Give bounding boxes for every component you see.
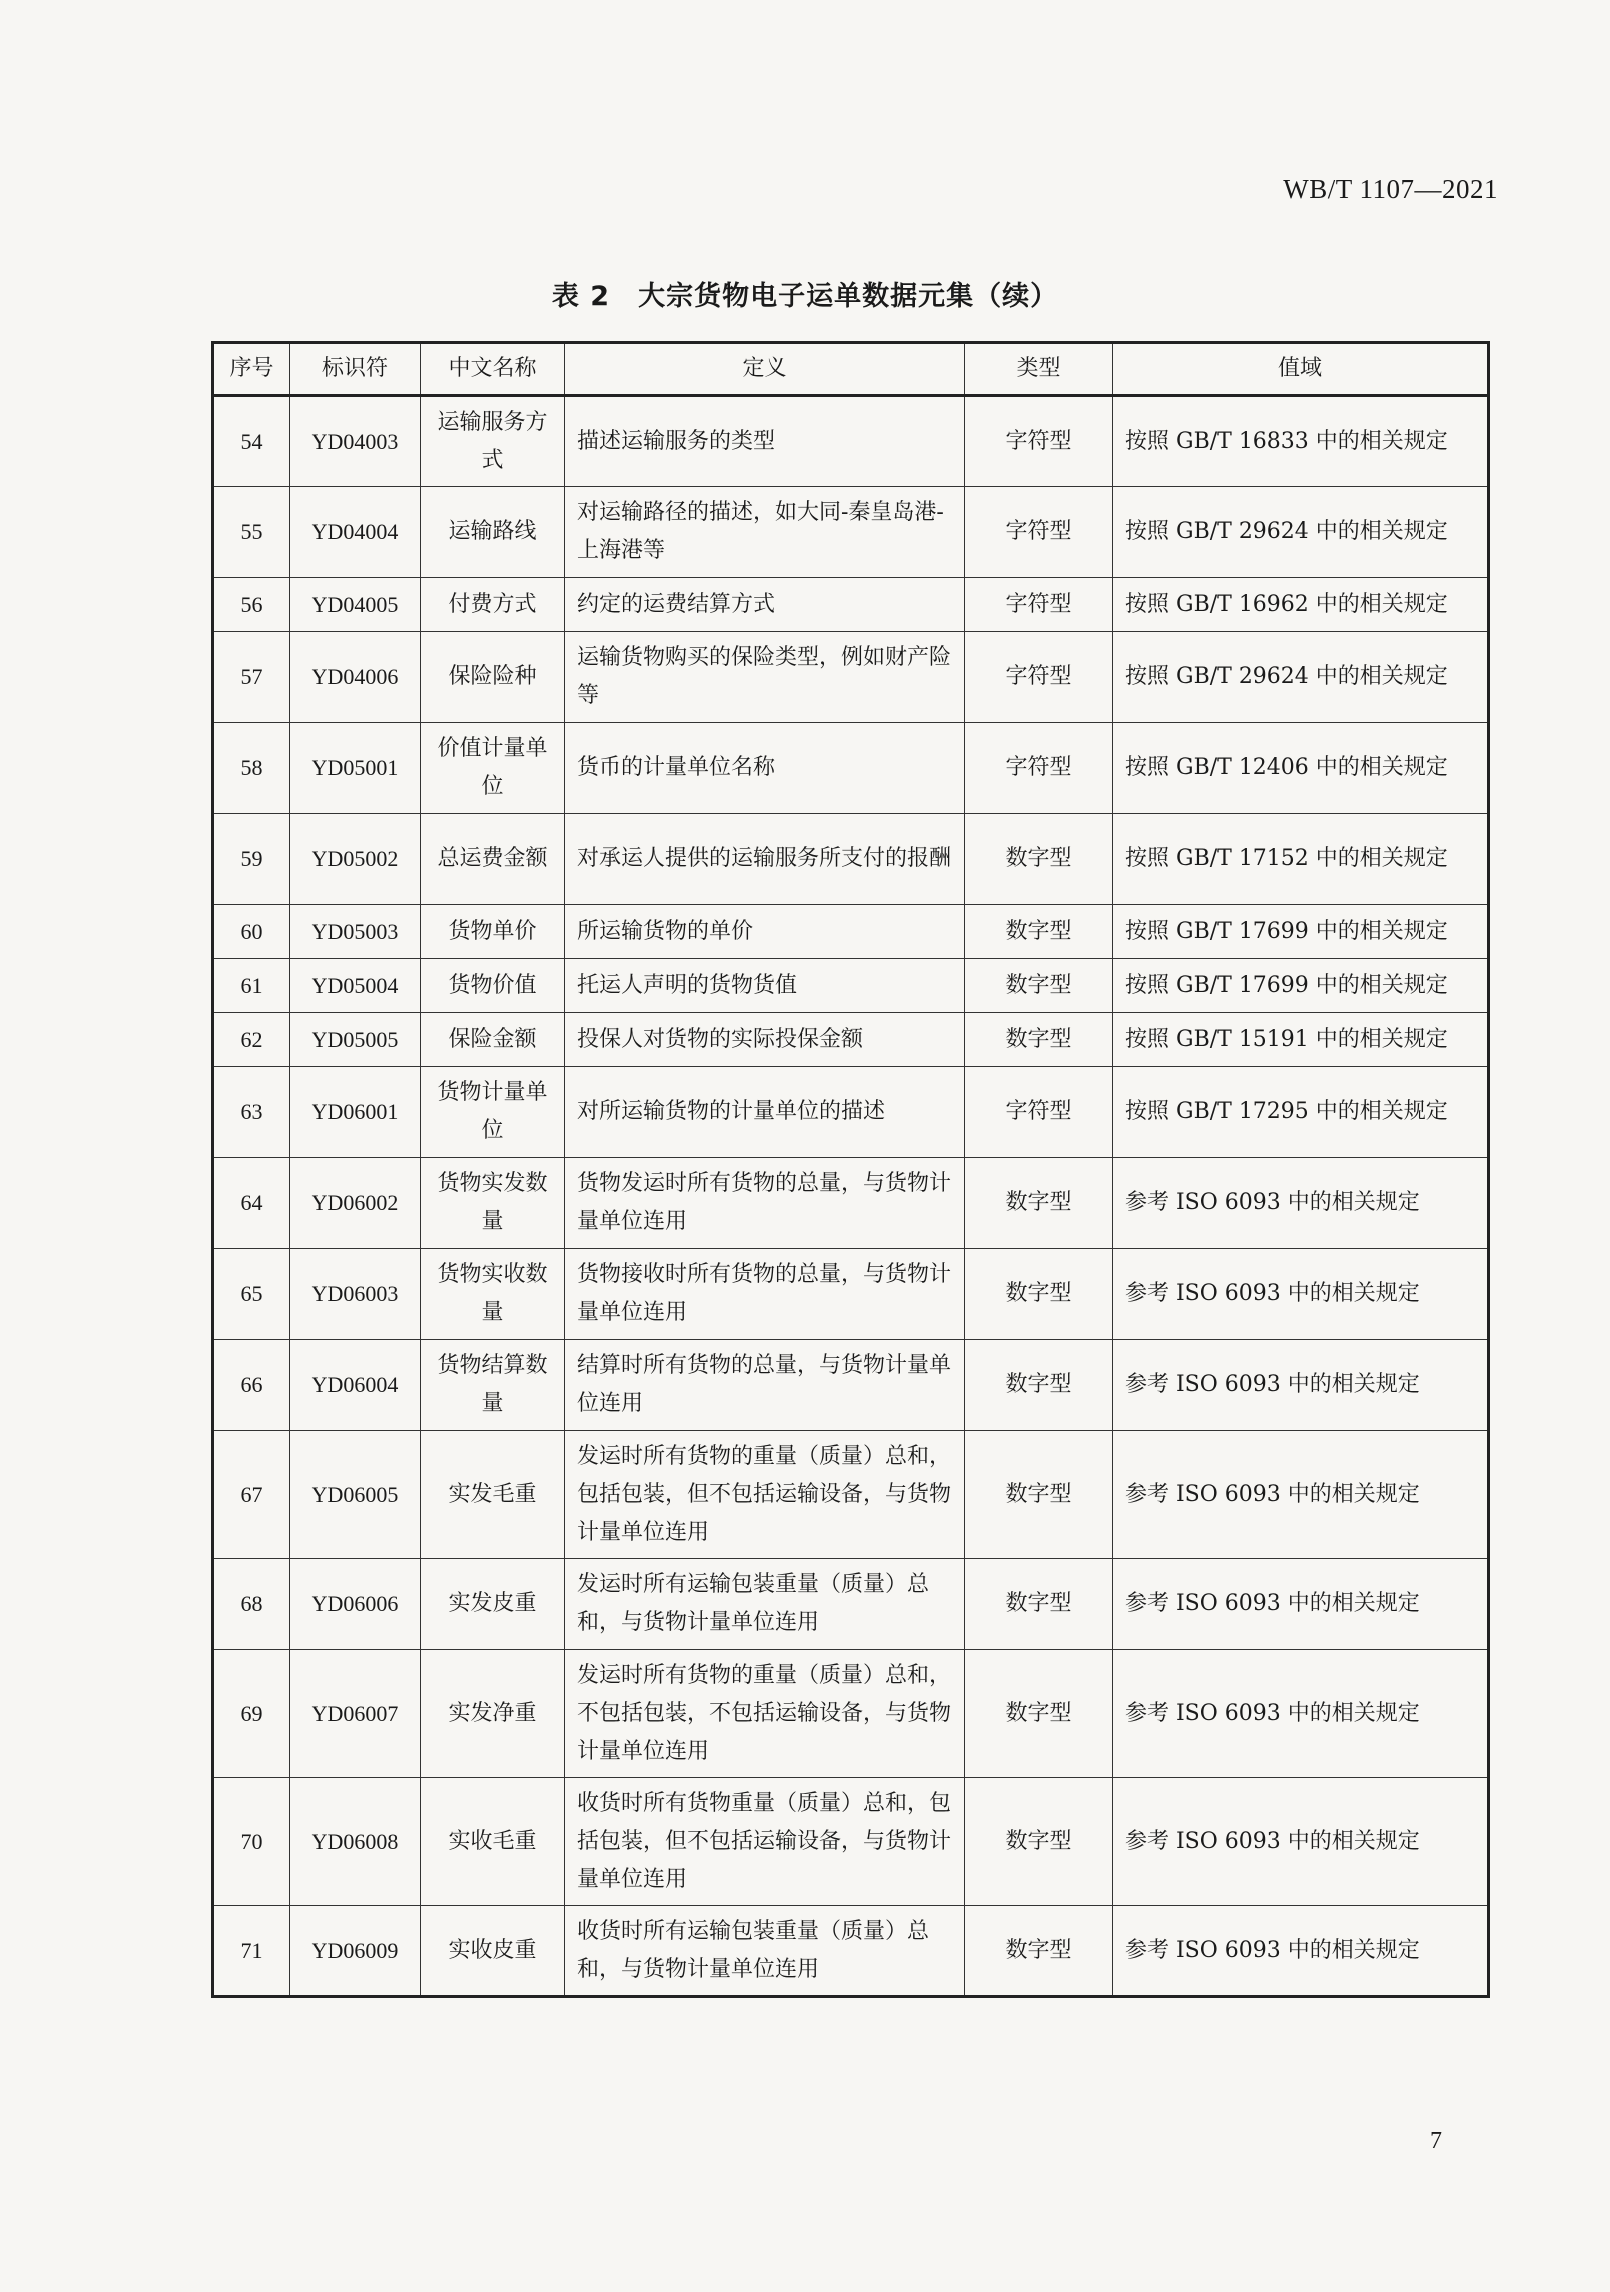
identifier-cell: YD06001 — [290, 1067, 421, 1158]
identifier-cell: YD05003 — [290, 905, 421, 959]
row-number: 70 — [213, 1778, 290, 1906]
table-row — [213, 723, 1489, 814]
type-cell: 数字型 — [965, 1906, 1113, 1997]
identifier-cell: YD05002 — [290, 814, 421, 905]
row-number: 63 — [213, 1067, 290, 1158]
row-number: 67 — [213, 1431, 290, 1559]
row-number: 66 — [213, 1340, 290, 1431]
chinese-name-cell: 实收皮重 — [421, 1906, 565, 1997]
chinese-name-cell: 运输服务方式 — [421, 396, 565, 487]
type-cell: 字符型 — [965, 723, 1113, 814]
type-cell: 字符型 — [965, 578, 1113, 632]
chinese-name-cell: 实发皮重 — [421, 1559, 565, 1650]
type-cell: 数字型 — [965, 1013, 1113, 1067]
definition-cell: 对承运人提供的运输服务所支付的报酬 — [565, 814, 965, 905]
table-row — [213, 814, 1489, 905]
chinese-name-cell: 实发毛重 — [421, 1431, 565, 1559]
table-title: 表 2 大宗货物电子运单数据元集（续） — [551, 281, 1059, 312]
chinese-name-cell: 货物实发数量 — [421, 1158, 565, 1249]
table-row — [213, 1431, 1489, 1559]
chinese-name-cell: 运输路线 — [421, 487, 565, 578]
type-cell: 数字型 — [965, 905, 1113, 959]
identifier-cell: YD04006 — [290, 632, 421, 723]
chinese-name-cell: 付费方式 — [421, 578, 565, 632]
row-number: 65 — [213, 1249, 290, 1340]
chinese-name-cell: 实收毛重 — [421, 1778, 565, 1906]
value-range-cell: 参考 ISO 6093 中的相关规定 — [1113, 1559, 1489, 1650]
type-cell: 数字型 — [965, 814, 1113, 905]
definition-cell: 发运时所有货物的重量（质量）总和，包括包装，但不包括运输设备，与货物计量单位连用 — [565, 1431, 965, 1559]
type-cell: 字符型 — [965, 396, 1113, 487]
table-header-row — [213, 343, 1489, 396]
value-range-cell: 按照 GB/T 17699 中的相关规定 — [1113, 959, 1489, 1013]
type-cell: 数字型 — [965, 1340, 1113, 1431]
value-range-cell: 参考 ISO 6093 中的相关规定 — [1113, 1906, 1489, 1997]
table-body — [213, 396, 1489, 1997]
definition-cell: 发运时所有货物的重量（质量）总和，不包括包装，不包括运输设备，与货物计量单位连用 — [565, 1650, 965, 1778]
definition-cell: 收货时所有货物重量（质量）总和，包括包装，但不包括运输设备，与货物计量单位连用 — [565, 1778, 965, 1906]
row-number: 58 — [213, 723, 290, 814]
row-number: 60 — [213, 905, 290, 959]
table-row — [213, 1249, 1489, 1340]
value-range-cell: 按照 GB/T 29624 中的相关规定 — [1113, 487, 1489, 578]
identifier-cell: YD06005 — [290, 1431, 421, 1559]
identifier-cell: YD05004 — [290, 959, 421, 1013]
row-number: 54 — [213, 396, 290, 487]
identifier-cell: YD06003 — [290, 1249, 421, 1340]
value-range-cell: 参考 ISO 6093 中的相关规定 — [1113, 1778, 1489, 1906]
row-number: 69 — [213, 1650, 290, 1778]
chinese-name-cell: 保险险种 — [421, 632, 565, 723]
table-row — [213, 578, 1489, 632]
value-range-cell: 按照 GB/T 17152 中的相关规定 — [1113, 814, 1489, 905]
chinese-name-cell: 保险金额 — [421, 1013, 565, 1067]
table-row — [213, 1013, 1489, 1067]
row-number: 71 — [213, 1906, 290, 1997]
value-range-cell: 参考 ISO 6093 中的相关规定 — [1113, 1431, 1489, 1559]
column-header-no: 序号 — [213, 343, 290, 396]
definition-cell: 运输货物购买的保险类型，例如财产险等 — [565, 632, 965, 723]
type-cell: 数字型 — [965, 1249, 1113, 1340]
value-range-cell: 按照 GB/T 16962 中的相关规定 — [1113, 578, 1489, 632]
identifier-cell: YD06006 — [290, 1559, 421, 1650]
standard-code: WB/T 1107—2021 — [1283, 174, 1498, 204]
column-header-definition: 定义 — [565, 343, 965, 396]
identifier-cell: YD04005 — [290, 578, 421, 632]
value-range-cell: 参考 ISO 6093 中的相关规定 — [1113, 1650, 1489, 1778]
value-range-cell: 按照 GB/T 17295 中的相关规定 — [1113, 1067, 1489, 1158]
table-row — [213, 1340, 1489, 1431]
row-number: 64 — [213, 1158, 290, 1249]
type-cell: 数字型 — [965, 959, 1113, 1013]
row-number: 57 — [213, 632, 290, 723]
identifier-cell: YD06004 — [290, 1340, 421, 1431]
table-row — [213, 1559, 1489, 1650]
definition-cell: 对运输路径的描述，如大同-秦皇岛港-上海港等 — [565, 487, 965, 578]
value-range-cell: 按照 GB/T 15191 中的相关规定 — [1113, 1013, 1489, 1067]
identifier-cell: YD06008 — [290, 1778, 421, 1906]
definition-cell: 投保人对货物的实际投保金额 — [565, 1013, 965, 1067]
definition-cell: 收货时所有运输包装重量（质量）总和，与货物计量单位连用 — [565, 1906, 965, 1997]
identifier-cell: YD04003 — [290, 396, 421, 487]
definition-cell: 发运时所有运输包装重量（质量）总和，与货物计量单位连用 — [565, 1559, 965, 1650]
definition-cell: 描述运输服务的类型 — [565, 396, 965, 487]
column-header-chinese-name: 中文名称 — [421, 343, 565, 396]
data-element-table — [211, 341, 1490, 1998]
type-cell: 数字型 — [965, 1559, 1113, 1650]
row-number: 62 — [213, 1013, 290, 1067]
column-header-identifier: 标识符 — [290, 343, 421, 396]
value-range-cell: 按照 GB/T 16833 中的相关规定 — [1113, 396, 1489, 487]
identifier-cell: YD06007 — [290, 1650, 421, 1778]
chinese-name-cell: 实发净重 — [421, 1650, 565, 1778]
table-row — [213, 1650, 1489, 1778]
chinese-name-cell: 货物实收数量 — [421, 1249, 565, 1340]
type-cell: 字符型 — [965, 1067, 1113, 1158]
row-number: 61 — [213, 959, 290, 1013]
type-cell: 数字型 — [965, 1158, 1113, 1249]
definition-cell: 货物接收时所有货物的总量，与货物计量单位连用 — [565, 1249, 965, 1340]
value-range-cell: 参考 ISO 6093 中的相关规定 — [1113, 1340, 1489, 1431]
definition-cell: 货物发运时所有货物的总量，与货物计量单位连用 — [565, 1158, 965, 1249]
row-number: 68 — [213, 1559, 290, 1650]
definition-cell: 货币的计量单位名称 — [565, 723, 965, 814]
value-range-cell: 参考 ISO 6093 中的相关规定 — [1113, 1158, 1489, 1249]
type-cell: 字符型 — [965, 632, 1113, 723]
identifier-cell: YD06009 — [290, 1906, 421, 1997]
identifier-cell: YD05001 — [290, 723, 421, 814]
definition-cell: 所运输货物的单价 — [565, 905, 965, 959]
type-cell: 数字型 — [965, 1431, 1113, 1559]
table-row — [213, 905, 1489, 959]
column-header-value-range: 值域 — [1113, 343, 1489, 396]
chinese-name-cell: 总运费金额 — [421, 814, 565, 905]
row-number: 55 — [213, 487, 290, 578]
table-row — [213, 959, 1489, 1013]
value-range-cell: 按照 GB/T 17699 中的相关规定 — [1113, 905, 1489, 959]
table-row — [213, 396, 1489, 487]
definition-cell: 托运人声明的货物货值 — [565, 959, 965, 1013]
chinese-name-cell: 货物单价 — [421, 905, 565, 959]
value-range-cell: 按照 GB/T 12406 中的相关规定 — [1113, 723, 1489, 814]
type-cell: 数字型 — [965, 1778, 1113, 1906]
definition-cell: 结算时所有货物的总量，与货物计量单位连用 — [565, 1340, 965, 1431]
table-row — [213, 1906, 1489, 1997]
table-row — [213, 1158, 1489, 1249]
definition-cell: 对所运输货物的计量单位的描述 — [565, 1067, 965, 1158]
value-range-cell: 按照 GB/T 29624 中的相关规定 — [1113, 632, 1489, 723]
definition-cell: 约定的运费结算方式 — [565, 578, 965, 632]
chinese-name-cell: 货物结算数量 — [421, 1340, 565, 1431]
row-number: 59 — [213, 814, 290, 905]
chinese-name-cell: 价值计量单位 — [421, 723, 565, 814]
column-header-type: 类型 — [965, 343, 1113, 396]
identifier-cell: YD05005 — [290, 1013, 421, 1067]
identifier-cell: YD06002 — [290, 1158, 421, 1249]
table-row — [213, 632, 1489, 723]
row-number: 56 — [213, 578, 290, 632]
chinese-name-cell: 货物计量单位 — [421, 1067, 565, 1158]
table-row — [213, 487, 1489, 578]
type-cell: 数字型 — [965, 1650, 1113, 1778]
chinese-name-cell: 货物价值 — [421, 959, 565, 1013]
table-row — [213, 1778, 1489, 1906]
table-row — [213, 1067, 1489, 1158]
identifier-cell: YD04004 — [290, 487, 421, 578]
value-range-cell: 参考 ISO 6093 中的相关规定 — [1113, 1249, 1489, 1340]
type-cell: 字符型 — [965, 487, 1113, 578]
page-number: 7 — [1430, 2128, 1442, 2154]
